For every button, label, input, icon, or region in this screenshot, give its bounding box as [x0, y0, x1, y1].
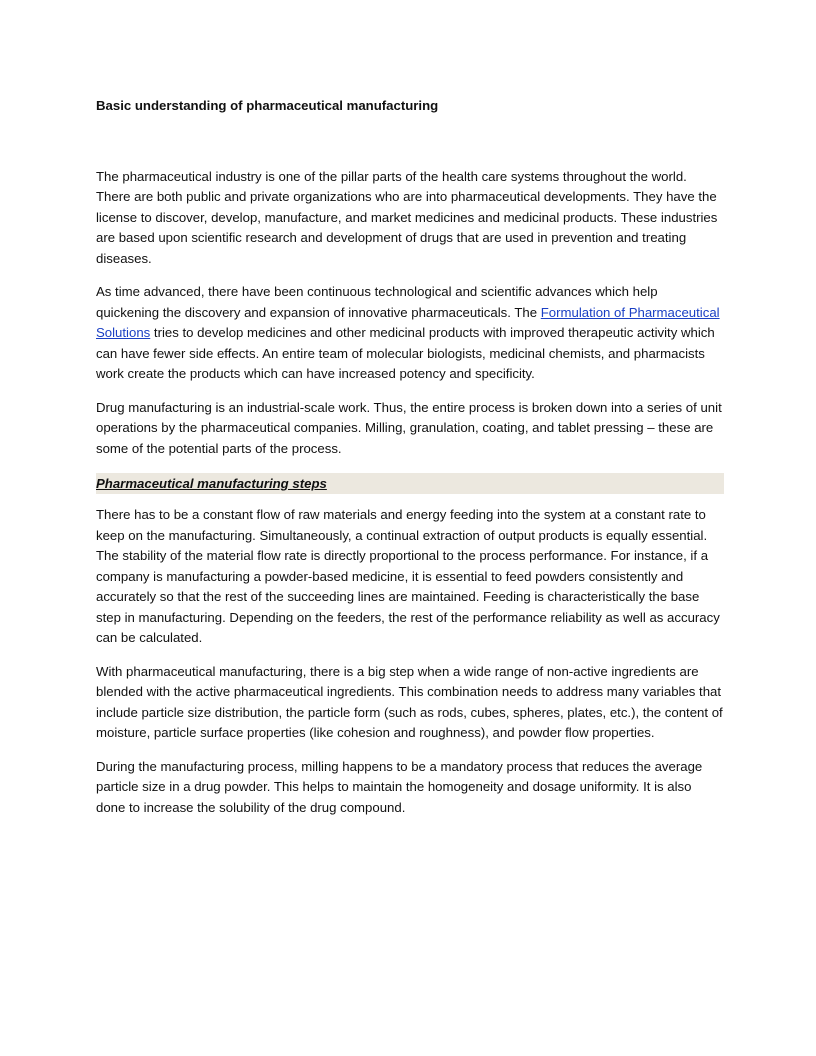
paragraph-advances-text-2: tries to develop medicines and other medicinal products with improved therapeutic activity which can have fewer side effects. An entire team of molecular biologists, medicinal chemists, and pharmacists work create the products which can have increased potency and specificity. [96, 325, 715, 381]
paragraph-feeding: There has to be a constant flow of raw materials and energy feeding into the system at a constant rate to keep on the manufacturing. Simultaneously, a continual extraction of output products is equally essential. The stability of the material flow rate is directly proportional to the process performance. For instance, if a company is manufacturing a powder-based medicine, it is essential to feed powders consistently and accurately so that the rest of the succeeding lines are maintained. Feeding is characteristically the base step in manufacturing. Depending on the feeders, the rest of the performance reliability as well as accuracy can be calculated. [96, 507, 720, 645]
paragraph-blending: With pharmaceutical manufacturing, there is a big step when a wide range of non-active ingredients are blended with the active pharmaceutical ingredients. This combination needs to address many variables that include particle size distribution, the particle form (such as rods, cubes, spheres, plates, etc.), the content of moisture, particle surface properties (like cohesion and roughness), and powder flow properties. [96, 663, 723, 740]
paragraph-advances-text-1: As time advanced, there have been continuous technological and scientific advances which help quickening the discovery and expansion of innovative pharmaceuticals. The [96, 284, 658, 320]
formulation-link[interactable]: Formulation of Pharmaceutical Solutions [96, 304, 720, 340]
intro-paragraph: The pharmaceutical industry is one of the pillar parts of the health care systems throughout the world. There are both public and private organizations who are into pharmaceutical developments. They have the license to discover, develop, manufacture, and market medicines and medicinal products. These industries are based upon scientific research and development of drugs that are used in prevention and treating diseases. [96, 168, 718, 266]
paragraph-drug-manufacturing: Drug manufacturing is an industrial-scale work. Thus, the entire process is broken down into a series of unit operations by the pharmaceutical companies. Milling, granulation, coating, and tablet pressing – these are some of the potential parts of the process. [96, 399, 722, 456]
paragraph-milling: During the manufacturing process, milling happens to be a mandatory process that reduces the average particle size in a drug powder. This helps to maintain the homogeneity and dosage uniformity. It is also done to increase the solubility of the drug compound. [96, 758, 703, 815]
paragraph-advances [96, 282, 724, 385]
document-title: Basic understanding of pharmaceutical manufacturing [96, 98, 439, 113]
section-heading: Pharmaceutical manufacturing steps [96, 473, 724, 494]
document-page [96, 96, 724, 818]
